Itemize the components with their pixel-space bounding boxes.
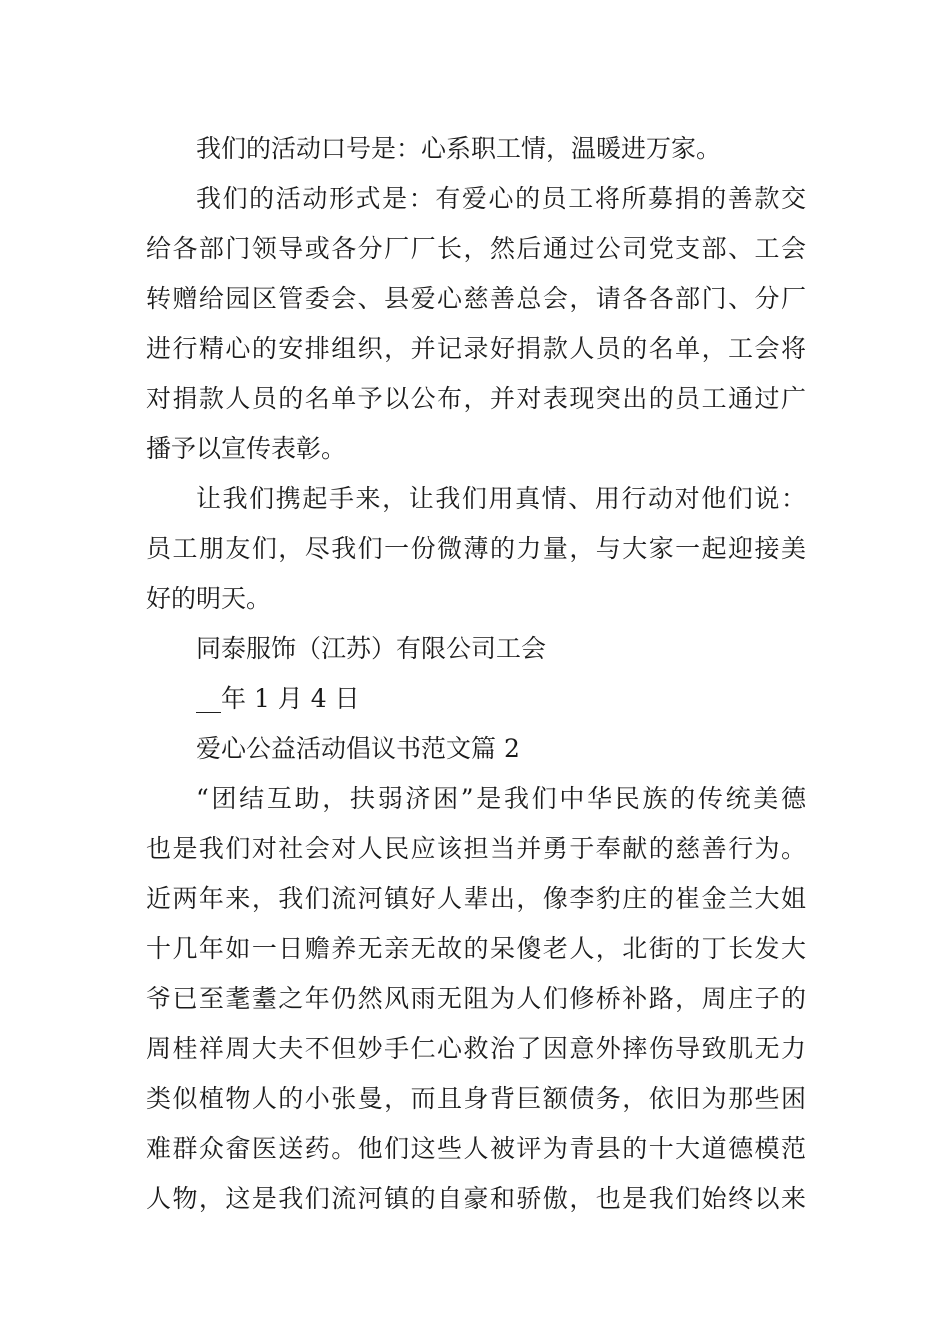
paragraph-line: 给各部门领导或各分厂厂长，然后通过公司党支部、工会 bbox=[146, 234, 806, 263]
paragraph-line: 人物，这是我们流河镇的自豪和骄傲，也是我们始终以来 bbox=[146, 1184, 806, 1213]
date-line: __年 1 月 4 日 bbox=[196, 684, 360, 713]
paragraph-line: 我们的活动形式是：有爱心的员工将所募捐的善款交 bbox=[196, 184, 806, 213]
section-title: 爱心公益活动倡议书范文篇 2 bbox=[196, 734, 520, 763]
paragraph-line: 对捐款人员的名单予以公布，并对表现突出的员工通过广 bbox=[146, 384, 806, 413]
signature-line: 同泰服饰（江苏）有限公司工会 bbox=[196, 634, 547, 663]
paragraph-line: 也是我们对社会对人民应该担当并勇于奉献的慈善行为。 bbox=[146, 834, 806, 863]
paragraph-line: 周桂祥周大夫不但妙手仁心救治了因意外摔伤导致肌无力 bbox=[146, 1034, 806, 1063]
paragraph-line: 进行精心的安排组织，并记录好捐款人员的名单，工会将 bbox=[146, 334, 806, 363]
paragraph-line: “团结互助，扶弱济困”是我们中华民族的传统美德 bbox=[196, 784, 806, 813]
slogan-line: 我们的活动口号是：心系职工情，温暖进万家。 bbox=[196, 134, 722, 163]
paragraph-line: 转赠给园区管委会、县爱心慈善总会，请各各部门、分厂 bbox=[146, 284, 806, 313]
paragraph-line: 好的明天。 bbox=[146, 584, 272, 613]
paragraph-line: 近两年来，我们流河镇好人辈出，像李豹庄的崔金兰大姐 bbox=[146, 884, 806, 913]
paragraph-line: 播予以宣传表彰。 bbox=[146, 434, 347, 463]
paragraph-line: 爷已至耄耋之年仍然风雨无阻为人们修桥补路，周庄子的 bbox=[146, 984, 806, 1013]
paragraph-line: 让我们携起手来，让我们用真情、用行动对他们说： bbox=[196, 484, 806, 513]
paragraph-line: 十几年如一日赡养无亲无故的呆傻老人，北街的丁长发大 bbox=[146, 934, 806, 963]
paragraph-line: 员工朋友们，尽我们一份微薄的力量，与大家一起迎接美 bbox=[146, 534, 806, 563]
paragraph-line: 难群众畲医送药。他们这些人被评为青县的十大道德模范 bbox=[146, 1134, 806, 1163]
paragraph-line: 类似植物人的小张曼，而且身背巨额债务，依旧为那些困 bbox=[146, 1084, 806, 1113]
